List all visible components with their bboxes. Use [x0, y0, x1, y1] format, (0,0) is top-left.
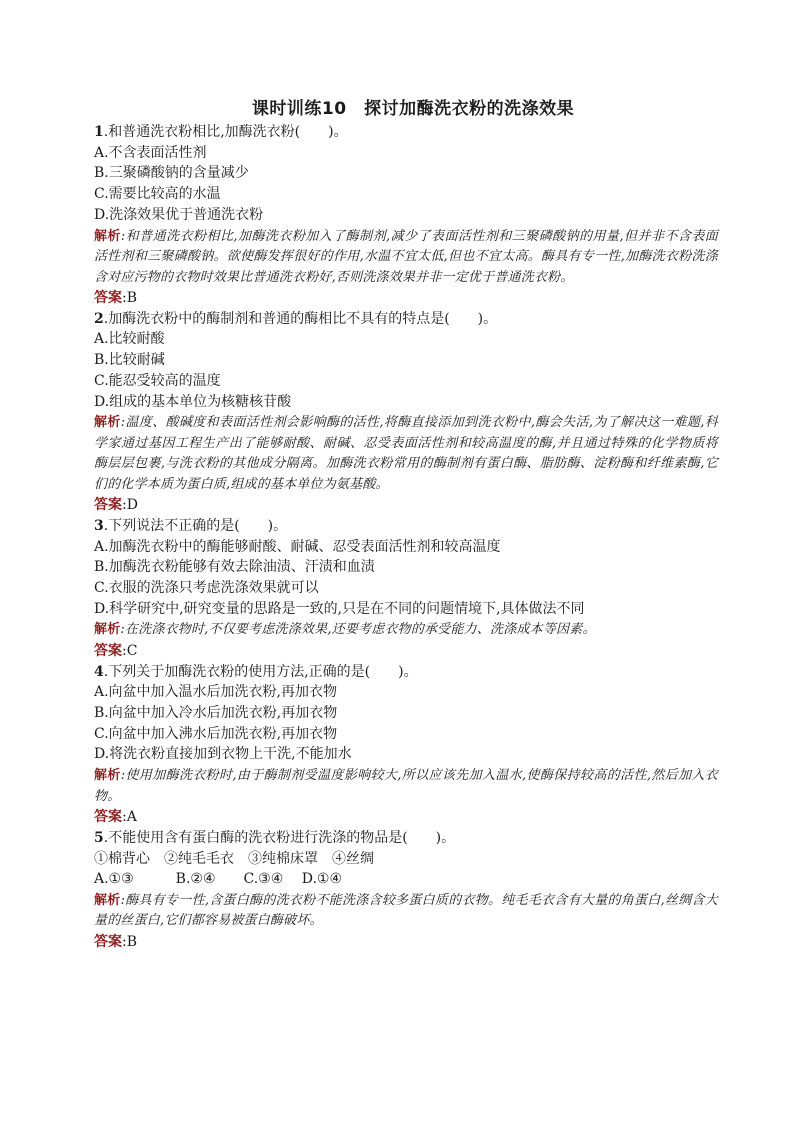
question-number: 4 — [94, 663, 104, 680]
explanation — [94, 413, 718, 495]
answer-label: 答案 — [94, 497, 122, 514]
explanation-label: 解析 — [94, 622, 121, 638]
document-page — [94, 96, 718, 953]
document-title: 课时训练10 探讨加酶洗衣粉的洗涤效果 — [251, 99, 575, 119]
question-stem — [94, 828, 718, 849]
explanation — [94, 891, 718, 932]
question-number: 1 — [94, 124, 104, 140]
option-item: C.需要比较高的水温 — [94, 186, 221, 203]
answer-text: :A — [122, 809, 137, 826]
explanation-text: :酶具有专一性,含蛋白酶的洗衣粉不能洗涤含较多蛋白质的衣物。纯毛毛衣含有大量的角蛋白,丝绸含大量的丝蛋白,它们都容易被蛋白酶破坏。 — [94, 892, 719, 929]
option-item: D.洗涤效果优于普通洗衣粉 — [94, 206, 264, 223]
option-item: B.加酶洗衣粉能够有效去除油渍、汗渍和血渍 — [94, 559, 375, 576]
option-item: D.将洗衣粉直接加到衣物上干洗,不能加水 — [94, 746, 352, 763]
answer-label: 答案 — [94, 290, 122, 307]
question-block — [94, 122, 718, 309]
explanation-text: :在洗涤衣物时,不仅要考虑洗涤效果,还要考虑衣物的承受能力、洗涤成本等因素。 — [120, 622, 596, 638]
answer — [94, 641, 718, 662]
option-item: A.①③ B.②④ C.③④ D.①④ — [94, 871, 342, 888]
option-item: D.组成的基本单位为核糖核苷酸 — [94, 393, 292, 410]
explanation — [94, 766, 718, 807]
answer — [94, 807, 718, 828]
option-item: C.能忍受较高的温度 — [94, 372, 221, 389]
answer — [94, 288, 718, 309]
answer-text: :C — [122, 642, 138, 659]
answer-label: 答案 — [94, 933, 122, 950]
option-list — [94, 537, 718, 620]
option-item: C.向盆中加入沸水后加洗衣粉,再加衣物 — [94, 725, 338, 742]
question-stem — [94, 662, 718, 683]
explanation-text: :和普通洗衣粉相比,加酶洗衣粉加入了酶制剂,减少了表面活性剂和三聚磷酸钠的用量,但并非不含表面活性剂和三聚磷酸钠。欲使酶发挥很好的作用,水温不宜太低,但也不宜太高。酶具有专一性,加酶洗衣粉洗涤含对应污物的衣物时效果比普通洗衣粉好,否则洗涤效果并非一定优于普通洗衣粉。 — [94, 228, 718, 285]
question-block — [94, 662, 718, 828]
option-list — [94, 143, 718, 226]
option-item: B.三聚磷酸钠的含量减少 — [94, 165, 249, 182]
explanation-text: :温度、酸碱度和表面活性剂会影响酶的活性,将酶直接添加到洗衣粉中,酶会失活,为了解决这一难题,科学家通过基因工程生产出了能够耐酸、耐碱、忍受表面活性剂和较高温度的酶,并且通过特殊的化学物质将酶层层包裹,与洗衣粉的其他成分隔离。加酶洗衣粉常用的酶制剂有蛋白酶、脂肪酶、淀粉酶和纤维素酶,它们的化学本质为蛋白质,组成的基本单位为氨基酸。 — [94, 415, 718, 492]
question-stem — [94, 122, 718, 143]
question-stem — [94, 309, 718, 330]
question-list — [94, 122, 718, 953]
answer-label: 答案 — [94, 809, 122, 826]
option-item: D.科学研究中,研究变量的思路是一致的,只是在不同的问题情境下,具体做法不同 — [94, 600, 585, 617]
answer-label: 答案 — [94, 642, 122, 659]
question-number: 3 — [94, 517, 104, 534]
answer — [94, 495, 718, 516]
question-stem-text: .下列说法不正确的是( )。 — [103, 517, 288, 534]
option-item: A.不含表面活性剂 — [94, 144, 207, 161]
explanation-label: 解析 — [94, 768, 121, 784]
option-item: A.向盆中加入温水后加洗衣粉,再加衣物 — [94, 684, 338, 701]
question-stem-text: .和普通洗衣粉相比,加酶洗衣粉( )。 — [103, 124, 348, 140]
question-number: 2 — [94, 310, 104, 327]
answer-text: :D — [122, 497, 138, 514]
explanation-label: 解析 — [94, 415, 121, 431]
explanation — [94, 227, 718, 289]
question-block — [94, 828, 718, 953]
option-list — [94, 682, 718, 765]
explanation — [94, 620, 718, 641]
option-item: ①棉背心 ②纯毛毛衣 ③纯棉床罩 ④丝绸 — [94, 850, 374, 867]
explanation-text: :使用加酶洗衣粉时,由于酶制剂受温度影响较大,所以应该先加入温水,使酶保持较高的活性,然后加入衣物。 — [94, 768, 718, 804]
answer-text: :B — [122, 933, 138, 950]
option-item: A.加酶洗衣粉中的酶能够耐酸、耐碱、忍受表面活性剂和较高温度 — [94, 538, 501, 555]
option-list — [94, 849, 718, 890]
question-stem-text: .下列关于加酶洗衣粉的使用方法,正确的是( )。 — [103, 663, 418, 680]
option-item: B.向盆中加入冷水后加洗衣粉,再加衣物 — [94, 705, 338, 722]
question-block — [94, 516, 718, 662]
question-number: 5 — [94, 829, 104, 846]
question-stem — [94, 516, 718, 537]
answer-text: :B — [122, 290, 138, 307]
question-stem-text: .加酶洗衣粉中的酶制剂和普通的酶相比不具有的特点是( )。 — [103, 310, 498, 327]
option-list — [94, 329, 718, 412]
answer — [94, 932, 718, 953]
option-item: C.衣服的洗涤只考虑洗涤效果就可以 — [94, 580, 319, 597]
question-stem-text: .不能使用含有蛋白酶的洗衣粉进行洗涤的物品是( )。 — [103, 829, 456, 846]
explanation-label: 解析 — [94, 228, 121, 244]
option-item: B.比较耐碱 — [94, 352, 165, 369]
question-block — [94, 309, 718, 516]
explanation-label: 解析 — [94, 892, 121, 908]
option-item: A.比较耐酸 — [94, 331, 165, 348]
